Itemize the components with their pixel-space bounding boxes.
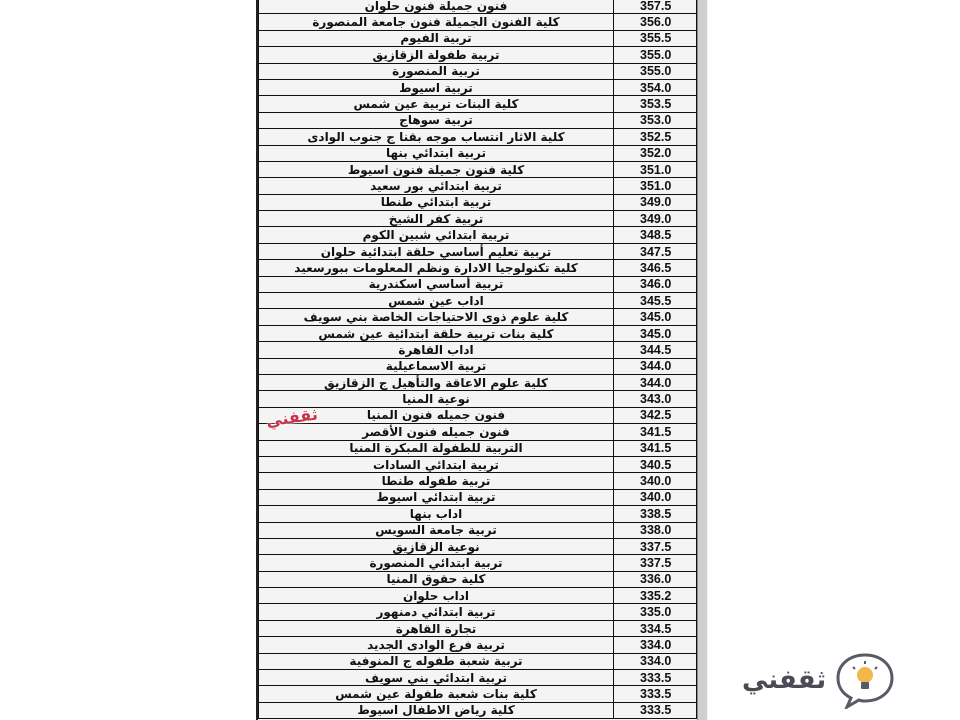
table-row <box>259 702 697 718</box>
table-row <box>259 456 697 472</box>
scores-table <box>258 0 697 719</box>
score-cell: 337.5 <box>614 538 697 554</box>
score-cell: 355.0 <box>614 47 697 63</box>
faculty-name-cell: كلية علوم ذوى الاحتياجات الخاصة بني سويف <box>259 309 614 325</box>
score-cell: 347.5 <box>614 243 697 259</box>
table-row <box>259 260 697 276</box>
table-row <box>259 407 697 423</box>
lightbulb-chat-icon <box>834 651 896 709</box>
score-cell: 348.5 <box>614 227 697 243</box>
score-cell: 345.0 <box>614 309 697 325</box>
score-cell: 344.0 <box>614 374 697 390</box>
table-row <box>259 538 697 554</box>
faculty-name-cell: فنون جميله فنون الأقصر <box>259 424 614 440</box>
faculty-name-cell: تربية الفيوم <box>259 30 614 46</box>
faculty-name-cell: تربية طفوله طنطا <box>259 473 614 489</box>
table-row <box>259 620 697 636</box>
score-cell: 340.0 <box>614 473 697 489</box>
faculty-name-cell: كلية فنون جميلة فنون اسيوط <box>259 161 614 177</box>
score-cell: 355.0 <box>614 63 697 79</box>
score-cell: 335.0 <box>614 604 697 620</box>
faculty-name-cell: كلية الفنون الجميلة فنون جامعة المنصورة <box>259 14 614 30</box>
table-row <box>259 325 697 341</box>
score-cell: 343.0 <box>614 391 697 407</box>
table-row <box>259 506 697 522</box>
faculty-name-cell: تربية كفر الشيخ <box>259 211 614 227</box>
score-cell: 334.0 <box>614 637 697 653</box>
logo-text: ثقفني <box>742 665 827 695</box>
score-cell: 351.0 <box>614 178 697 194</box>
score-cell: 344.5 <box>614 342 697 358</box>
table-row <box>259 145 697 161</box>
table-row <box>259 63 697 79</box>
score-cell: 346.0 <box>614 276 697 292</box>
faculty-name-cell: كلية بنات شعبة طفولة عين شمس <box>259 686 614 702</box>
table-row <box>259 293 697 309</box>
table-row <box>259 112 697 128</box>
score-cell: 333.5 <box>614 670 697 686</box>
score-cell: 335.2 <box>614 588 697 604</box>
score-cell: 341.5 <box>614 424 697 440</box>
faculty-name-cell: تربية ابتدائي بنها <box>259 145 614 161</box>
score-cell: 351.0 <box>614 161 697 177</box>
score-cell: 334.5 <box>614 620 697 636</box>
table-row <box>259 473 697 489</box>
table-row <box>259 588 697 604</box>
faculty-name-cell: تربية سوهاج <box>259 112 614 128</box>
faculty-name-cell: تربية ابتدائي السادات <box>259 456 614 472</box>
faculty-name-cell: تربية ابتدائي طنطا <box>259 194 614 210</box>
score-cell: 353.0 <box>614 112 697 128</box>
score-cell: 334.0 <box>614 653 697 669</box>
sheet-edge <box>697 0 707 720</box>
faculty-name-cell: كلية البنات تربية عين شمس <box>259 96 614 112</box>
faculty-name-cell: تربية فرع الوادى الجديد <box>259 637 614 653</box>
faculty-name-cell: تربية ابتدائي بني سويف <box>259 670 614 686</box>
table-row <box>259 161 697 177</box>
table-row <box>259 14 697 30</box>
score-cell: 354.0 <box>614 79 697 95</box>
table-row <box>259 374 697 390</box>
table-row <box>259 604 697 620</box>
table-row <box>259 30 697 46</box>
score-cell: 338.5 <box>614 506 697 522</box>
table-row <box>259 670 697 686</box>
score-cell: 352.5 <box>614 129 697 145</box>
table-row <box>259 79 697 95</box>
faculty-name-cell: تربية ابتدائي اسيوط <box>259 489 614 505</box>
score-cell: 342.5 <box>614 407 697 423</box>
score-cell: 338.0 <box>614 522 697 538</box>
faculty-name-cell: كلية الاثار انتساب موجه بقنا ج جنوب الوادى <box>259 129 614 145</box>
faculty-name-cell: تربية ابتدائي شبين الكوم <box>259 227 614 243</box>
table-row <box>259 342 697 358</box>
faculty-name-cell: تربية ابتدائي دمنهور <box>259 604 614 620</box>
faculty-name-cell: كلية علوم الاعاقة والتأهيل ج الزقازيق <box>259 374 614 390</box>
faculty-name-cell: التربية للطفولة المبكرة المنيا <box>259 440 614 456</box>
score-cell: 345.5 <box>614 293 697 309</box>
faculty-name-cell: تربية ابتدائي بور سعيد <box>259 178 614 194</box>
table-row <box>259 227 697 243</box>
faculty-name-cell: تربية أساسي اسكندرية <box>259 276 614 292</box>
faculty-name-cell: اداب حلوان <box>259 588 614 604</box>
faculty-name-cell: تربية ابتدائي المنصورة <box>259 555 614 571</box>
faculty-name-cell: كلية حقوق المنيا <box>259 571 614 587</box>
faculty-name-cell: تربية اسيوط <box>259 79 614 95</box>
faculty-name-cell: تربية المنصورة <box>259 63 614 79</box>
faculty-name-cell: اداب عين شمس <box>259 293 614 309</box>
table-row <box>259 391 697 407</box>
watermark-text: ثقفني <box>264 404 319 431</box>
table-row <box>259 489 697 505</box>
table-row <box>259 96 697 112</box>
faculty-name-cell: كلية بنات تربية حلقة ابتدائية عين شمس <box>259 325 614 341</box>
faculty-name-cell: تربية طفولة الزقازيق <box>259 47 614 63</box>
table-row <box>259 178 697 194</box>
faculty-name-cell: فنون جميلة فنون حلوان <box>259 0 614 14</box>
table-row <box>259 358 697 374</box>
score-cell: 340.5 <box>614 456 697 472</box>
score-cell: 337.5 <box>614 555 697 571</box>
faculty-name-cell: تجارة القاهرة <box>259 620 614 636</box>
table-row <box>259 522 697 538</box>
score-cell: 333.5 <box>614 686 697 702</box>
faculty-name-cell: تربية تعليم أساسي حلقة ابتدائية حلوان <box>259 243 614 259</box>
table-row <box>259 211 697 227</box>
table-row <box>259 653 697 669</box>
table-row <box>259 555 697 571</box>
faculty-name-cell: فنون جميله فنون المنيا <box>259 407 614 423</box>
score-cell: 346.5 <box>614 260 697 276</box>
faculty-name-cell: نوعية المنيا <box>259 391 614 407</box>
table-row <box>259 129 697 145</box>
faculty-name-cell: نوعية الزقازيق <box>259 538 614 554</box>
faculty-name-cell: تربية شعبة طفوله ج المنوفية <box>259 653 614 669</box>
table-row <box>259 440 697 456</box>
table-row <box>259 571 697 587</box>
score-cell: 345.0 <box>614 325 697 341</box>
score-cell: 349.0 <box>614 194 697 210</box>
table-row <box>259 309 697 325</box>
table-row <box>259 424 697 440</box>
score-cell: 355.5 <box>614 30 697 46</box>
faculty-name-cell: اداب بنها <box>259 506 614 522</box>
table-row <box>259 47 697 63</box>
score-cell: 336.0 <box>614 571 697 587</box>
score-cell: 341.5 <box>614 440 697 456</box>
table-row <box>259 686 697 702</box>
faculty-name-cell: تربية جامعة السويس <box>259 522 614 538</box>
faculty-name-cell: اداب القاهرة <box>259 342 614 358</box>
score-cell: 353.5 <box>614 96 697 112</box>
score-cell: 352.0 <box>614 145 697 161</box>
faculty-name-cell: كلية رياض الاطفال اسيوط <box>259 702 614 718</box>
score-cell: 349.0 <box>614 211 697 227</box>
score-cell: 357.5 <box>614 0 697 14</box>
table-row <box>259 194 697 210</box>
score-cell: 340.0 <box>614 489 697 505</box>
table-row <box>259 0 697 14</box>
faculty-name-cell: تربية الاسماعيلية <box>259 358 614 374</box>
table-row <box>259 637 697 653</box>
score-cell: 333.5 <box>614 702 697 718</box>
score-cell: 344.0 <box>614 358 697 374</box>
table-row <box>259 243 697 259</box>
site-logo <box>742 650 952 710</box>
score-cell: 356.0 <box>614 14 697 30</box>
faculty-name-cell: كلية تكنولوجيا الادارة ونظم المعلومات ببورسعيد <box>259 260 614 276</box>
table-row <box>259 276 697 292</box>
